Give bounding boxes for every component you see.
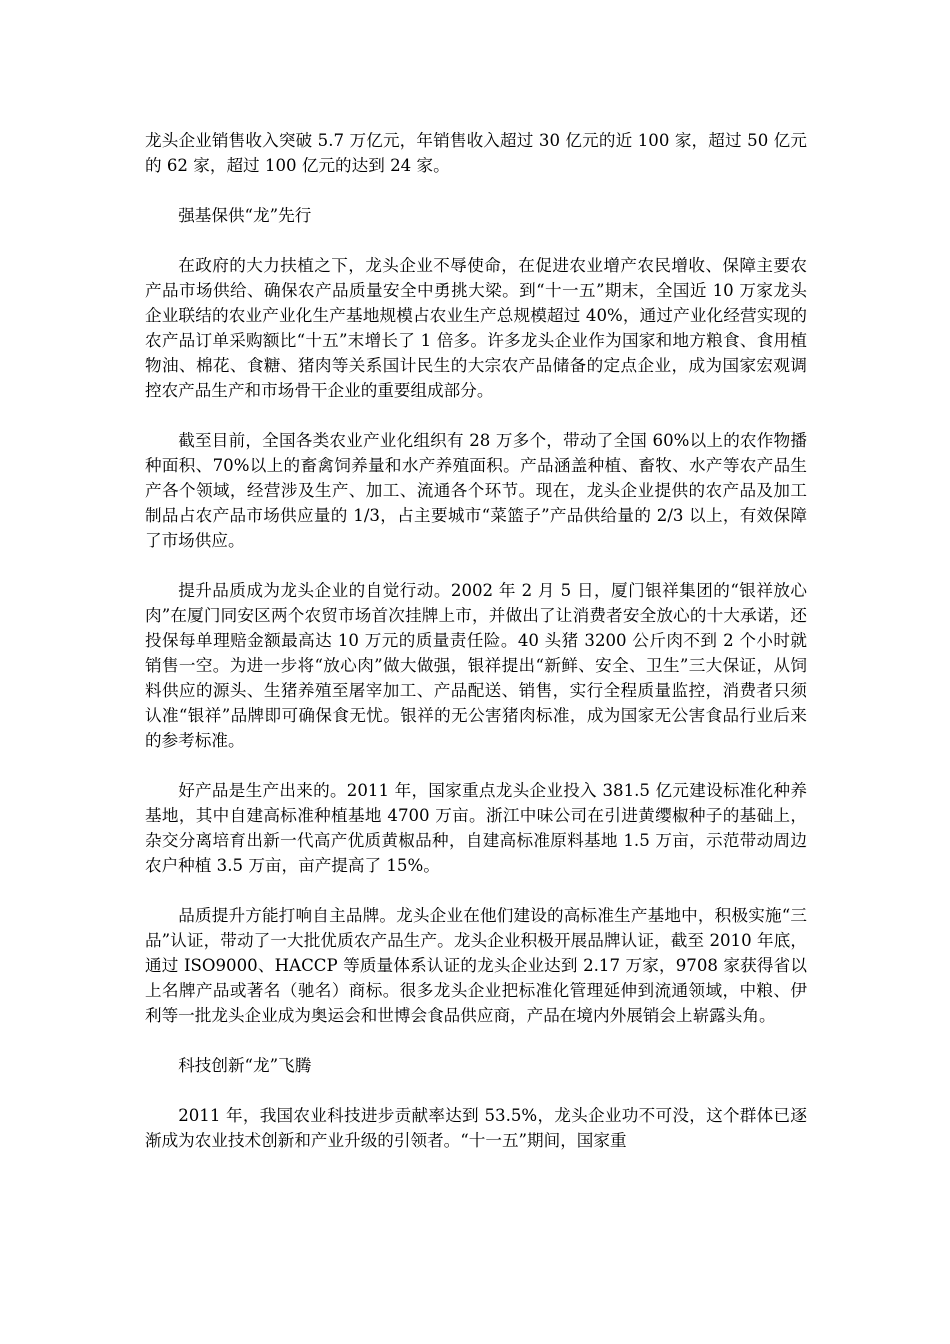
document-page (145, 128, 807, 1178)
paragraph-brand-certification: 品质提升方能打响自主品牌。龙头企业在他们建设的高标准生产基地中，积极实施“三品”认证，带动了一大批优质农产品生产。龙头企业积极开展品牌认证，截至 2010 年底，通过 ISO9000、HACCP 等质量体系认证的龙头企业达到 2.17 万家，9708 家获得省以上名牌产品或著名（驰名）商标。很多龙头企业把标准化管理延伸到流通领域，中粮、伊利等一批龙头企业成为奥运会和世博会食品供应商，产品在境内外展销会上崭露头角。 (145, 906, 807, 1025)
section-heading-strengthen-supply: 强基保供“龙”先行 (178, 206, 312, 225)
section-heading-tech-innovation: 科技创新“龙”飞腾 (178, 1056, 312, 1075)
paragraph-tech-progress: 2011 年，我国农业科技进步贡献率达到 53.5%，龙头企业功不可没，这个群体已逐渐成为农业技术创新和产业升级的引领者。“十一五”期间，国家重 (145, 1106, 807, 1150)
paragraph-industrialization-stats: 截至目前，全国各类农业产业化组织有 28 万多个，带动了全国 60%以上的农作物播种面积、70%以上的畜禽饲养量和水产养殖面积。产品涵盖种植、畜牧、水产等农产品生产各个领域，经营涉及生产、加工、流通各个环节。现在，龙头企业提供的农产品及加工制品占农产品市场供应量的 1/3，占主要城市“菜篮子”产品供给量的 2/3 以上，有效保障了市场供应。 (145, 431, 807, 550)
paragraph-sales-revenue: 龙头企业销售收入突破 5.7 万亿元，年销售收入超过 30 亿元的近 100 家，超过 50 亿元的 62 家，超过 100 亿元的达到 24 家。 (145, 131, 807, 175)
paragraph-standardized-bases: 好产品是生产出来的。2011 年，国家重点龙头企业投入 381.5 亿元建设标准化种养基地，其中自建高标准种植基地 4700 万亩。浙江中味公司在引进黄缨椒种子的基础上，杂交分离培育出新一代高产优质黄椒品种，自建高标准原料基地 1.5 万亩，示范带动周边农户种植 3.5 万亩，亩产提高了 15%。 (145, 781, 807, 875)
paragraph-yinxiang-quality: 提升品质成为龙头企业的自觉行动。2002 年 2 月 5 日，厦门银祥集团的“银祥放心肉”在厦门同安区两个农贸市场首次挂牌上市，并做出了让消费者安全放心的十大承诺，还投保每单理赔金额最高达 10 万元的质量责任险。40 头猪 3200 公斤肉不到 2 个小时就销售一空。为进一步将“放心肉”做大做强，银祥提出“新鲜、安全、卫生”三大保证，从饲料供应的源头、生猪养殖至屠宰加工、产品配送、销售，实行全程质量监控，消费者只须认准“银祥”品牌即可确保食无忧。银祥的无公害猪肉标准，成为国家无公害食品行业后来的参考标准。 (145, 581, 807, 750)
paragraph-government-support: 在政府的大力扶植之下，龙头企业不辱使命，在促进农业增产农民增收、保障主要农产品市场供给、确保农产品质量安全中勇挑大梁。到“十一五”期末，全国近 10 万家龙头企业联结的农业产业化生产基地规模占农业生产总规模超过 40%，通过产业化经营实现的农产品订单采购额比“十五”末增长了 1 倍多。许多龙头企业作为国家和地方粮食、食用植物油、棉花、食糖、猪肉等关系国计民生的大宗农产品储备的定点企业，成为国家宏观调控农产品生产和市场骨干企业的重要组成部分。 (145, 256, 807, 400)
